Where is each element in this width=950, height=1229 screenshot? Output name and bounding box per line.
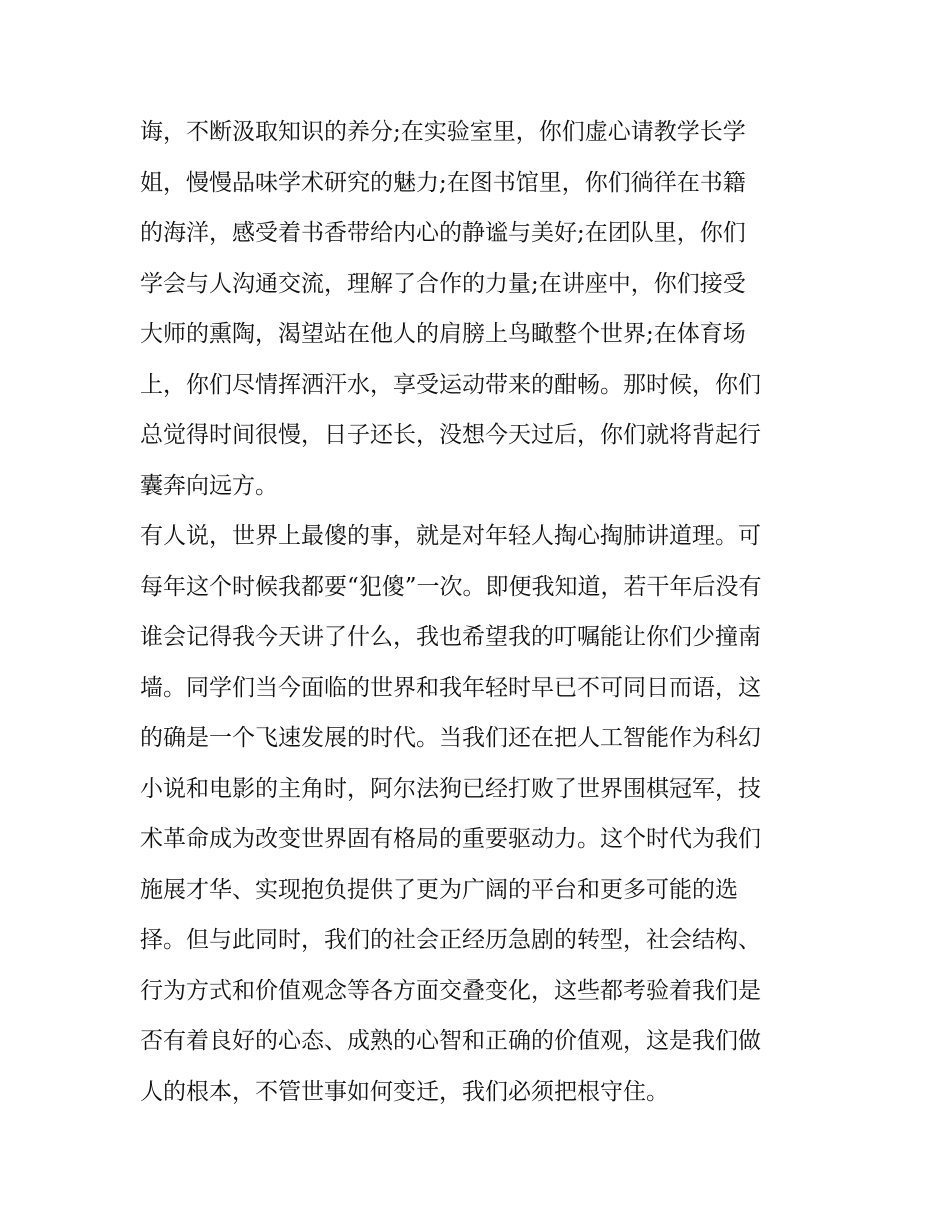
text-line: 行为方式和价值观念等各方面交叠变化，这些都考验着我们是 [140,977,761,1004]
text-line: 诲，不断汲取知识的养分;在实验室里，你们虚心请教学长学 [140,119,746,145]
text-line: 人的根本，不管世事如何变迁，我们必须把根守住。 [140,1078,669,1105]
text-line: 大师的熏陶，渴望站在他人的肩膀上鸟瞰整个世界;在体育场 [140,321,746,347]
text-line: 学会与人沟通交流，理解了合作的力量;在讲座中，你们接受 [140,270,746,297]
text-line: 有人说，世界上最傻的事，就是对年轻人掏心掏肺讲道理。可 [140,523,761,549]
text-line: 姐，慢慢品味学术研究的魅力;在图书馆里，你们徜徉在书籍 [140,169,746,196]
text-line: 术革命成为改变世界固有格局的重要驱动力。这个时代为我们 [140,826,761,852]
text-line: 小说和电影的主角时，阿尔法狗已经打败了世界围棋冠军，技 [140,775,761,802]
text-line: 墙。同学们当今面临的世界和我年轻时早已不可同日而语，这 [140,674,761,701]
text-line: 否有着良好的心态、成熟的心智和正确的价值观，这是我们做 [140,1028,761,1054]
text-line: 施展才华、实现抱负提供了更为广阔的平台和更多可能的选 [140,876,738,903]
text-line: 的海洋，感受着书香带给内心的静谧与美好;在团队里，你们 [140,220,746,246]
text-line: 囊奔向远方。 [140,472,278,499]
text-line: 择。但与此同时，我们的社会正经历急剧的转型，社会结构、 [140,927,761,953]
text-line: 上，你们尽情挥洒汗水，享受运动带来的酣畅。那时候，你们 [140,371,761,398]
text-line: 谁会记得我今天讲了什么，我也希望我的叮嘱能让你们少撞南 [140,624,761,650]
text-line: 的确是一个飞速发展的时代。当我们还在把人工智能作为科幻 [140,725,761,751]
text-line: 每年这个时候我都要“犯傻”一次。即便我知道，若干年后没有 [140,573,762,600]
body-text [140,107,815,1117]
text-line: 总觉得时间很慢，日子还长，没想今天过后，你们就将背起行 [140,422,761,448]
